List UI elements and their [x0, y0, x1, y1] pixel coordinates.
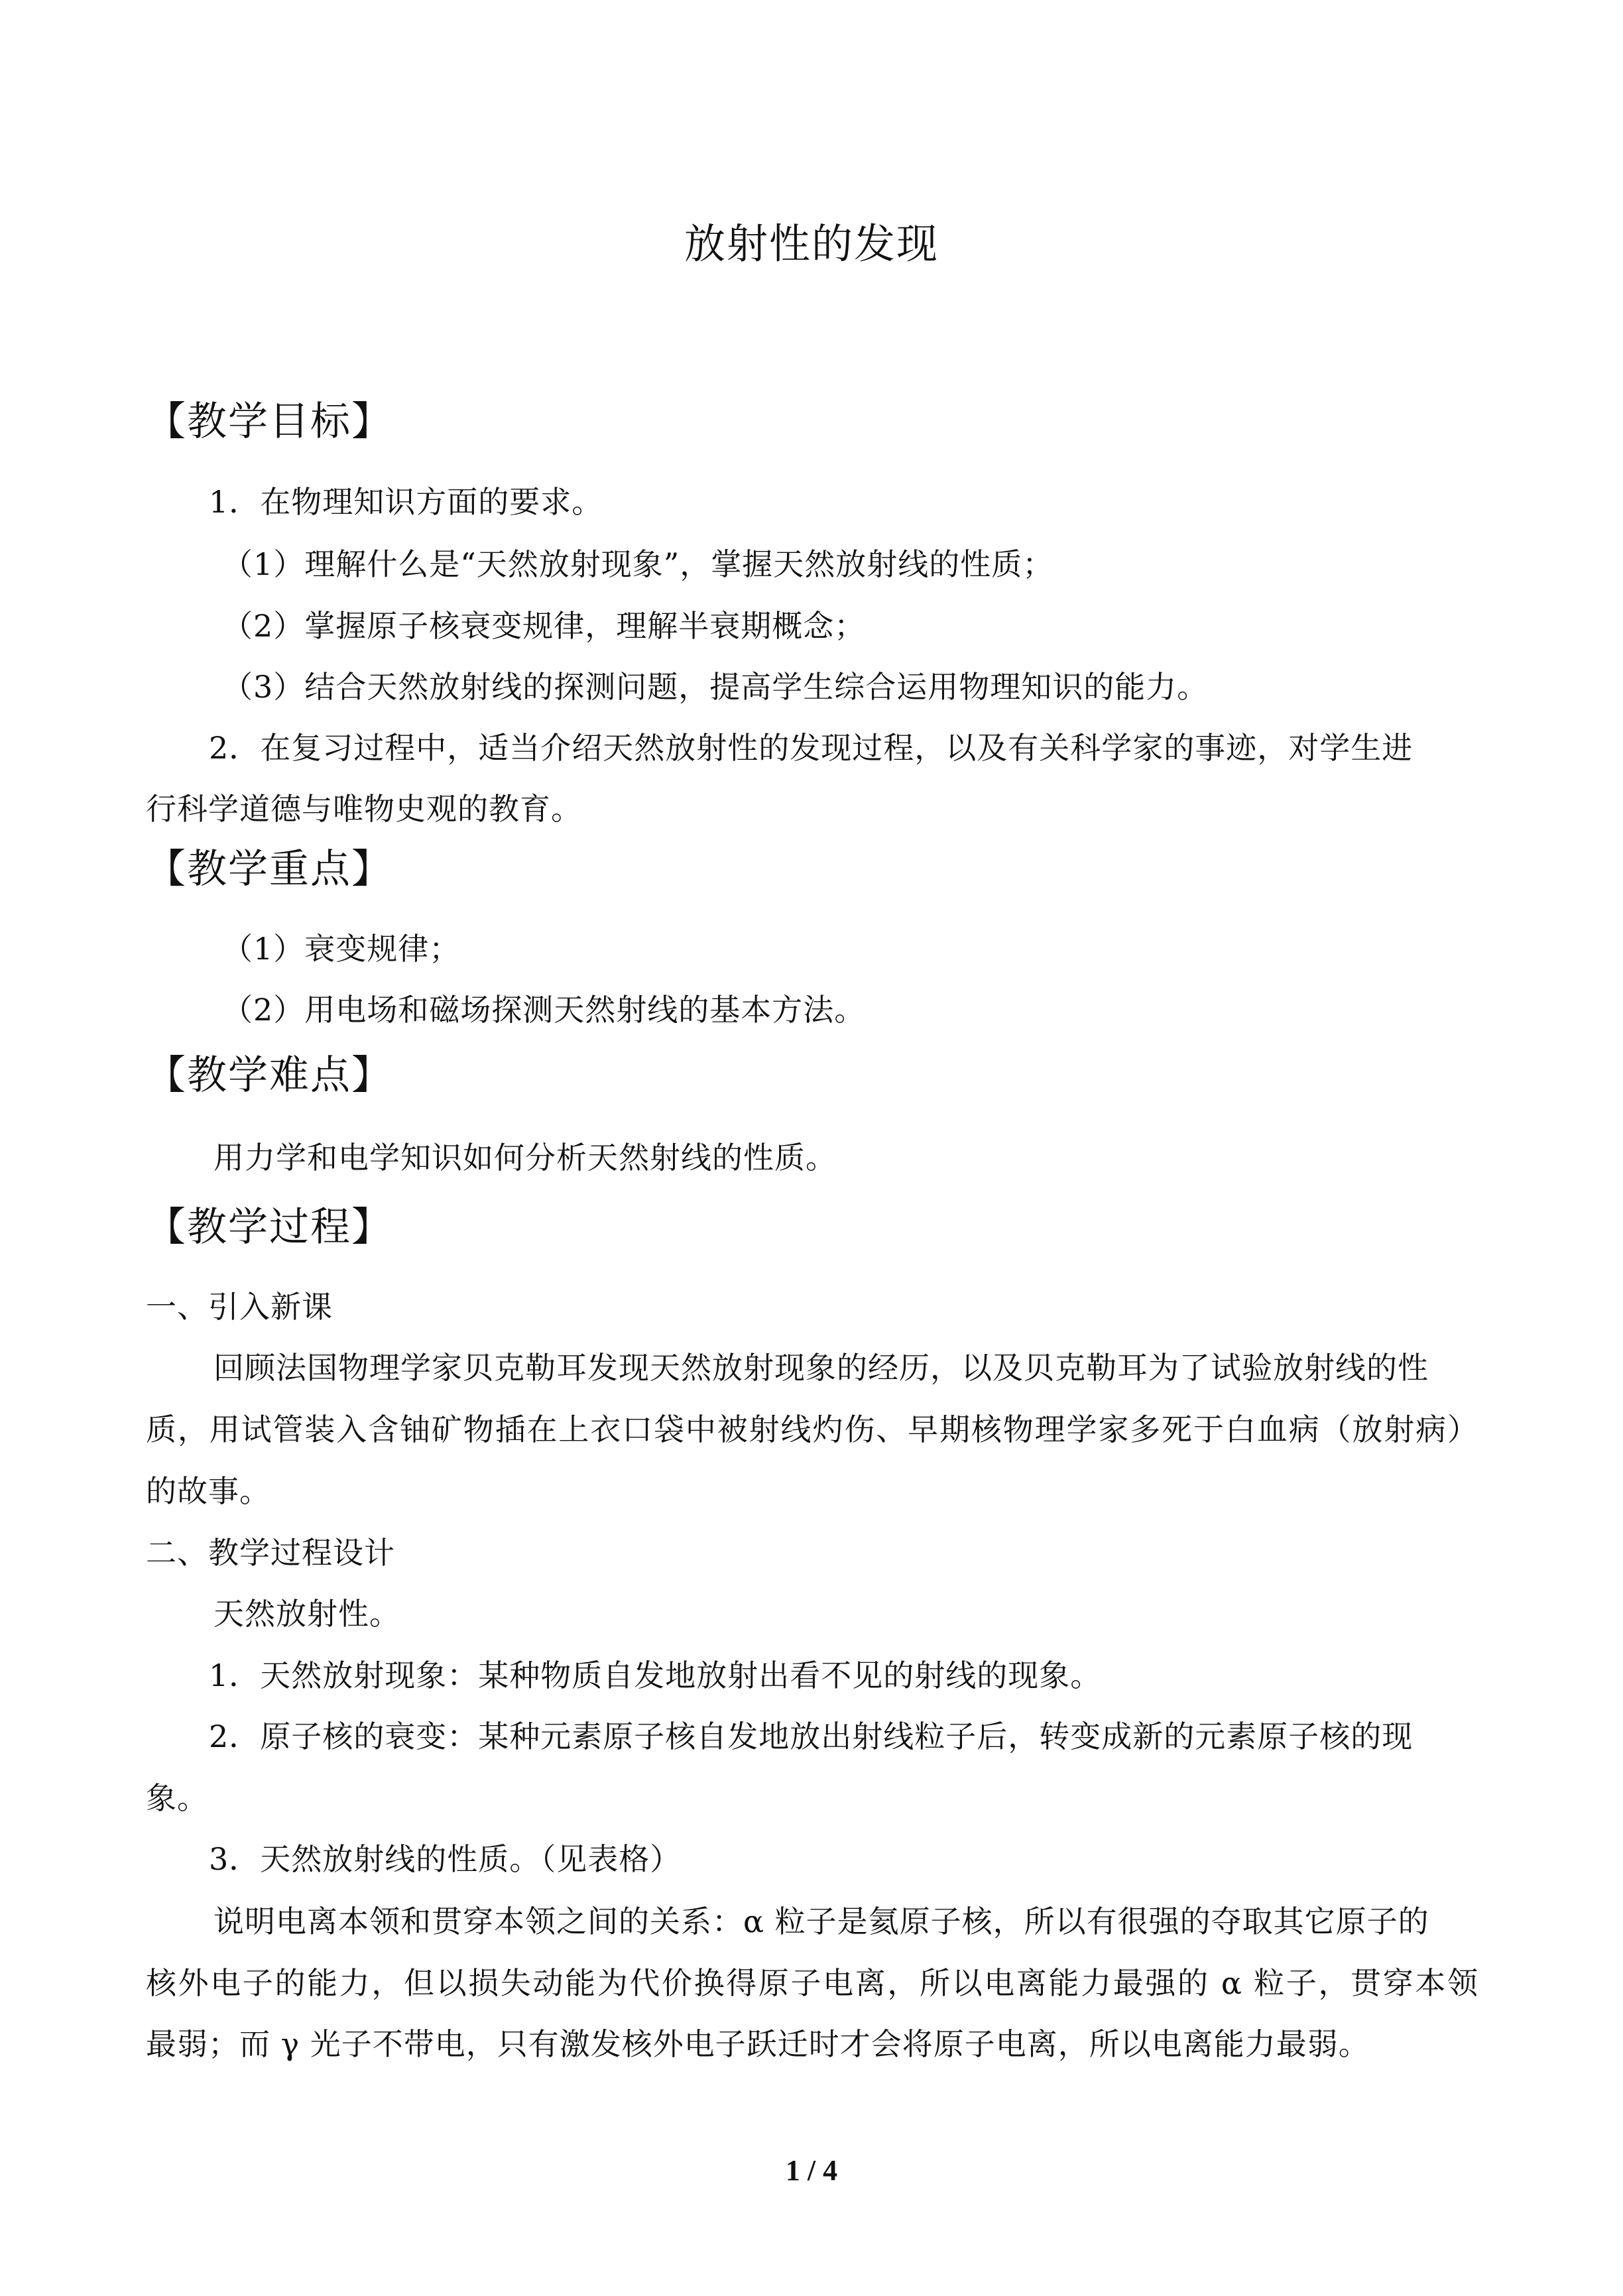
key-points-sub-2: （2）用电场和磁场探测天然射线的基本方法。 — [222, 992, 866, 1028]
objectives-heading: 【教学目标】 — [146, 398, 392, 445]
explain-line-2: 核外电子的能力，但以损失动能为代价换得原子电离，所以电离能力最强的 α 粒子，贯穿本领 — [146, 1965, 1478, 2001]
intro-line-3: 的故事。 — [146, 1473, 270, 1509]
explain-line-1: 说明电离本领和贯穿本领之间的关系：α 粒子是氦原子核，所以有很强的夺取其它原子的 — [213, 1903, 1429, 1939]
objectives-sub-1: （1）理解什么是“天然放射现象”，掌握天然放射线的性质； — [222, 546, 1054, 582]
difficulties-heading: 【教学难点】 — [146, 1052, 392, 1099]
difficulties-text: 用力学和电学知识如何分析天然射线的性质。 — [213, 1140, 837, 1176]
point-3: 3．天然放射线的性质。（见表格） — [209, 1841, 682, 1877]
intro-line-2: 质，用试管装入含铀矿物插在上衣口袋中被射线灼伤、早期核物理学家多死于白血病（放射病） — [146, 1412, 1478, 1447]
process-section-1: 一、引入新课 — [146, 1289, 333, 1325]
page-title: 放射性的发现 — [684, 219, 939, 268]
intro-line-1: 回顾法国物理学家贝克勒耳发现天然放射现象的经历，以及贝克勒耳为了试验放射线的性 — [213, 1350, 1429, 1386]
page-number: 1 / 4 — [785, 2154, 838, 2187]
point-1: 1．天然放射现象：某种物质自发地放射出看不见的射线的现象。 — [209, 1658, 1102, 1693]
objectives-sub-3: （3）结合天然放射线的探测问题，提高学生综合运用物理知识的能力。 — [222, 669, 1209, 705]
explain-line-3: 最弱；而 γ 光子不带电，只有激发核外电子跃迁时才会将原子电离，所以电离能力最弱。 — [146, 2026, 1370, 2062]
objectives-item-2-line-1: 2．在复习过程中，适当介绍天然放射性的发现过程，以及有关科学家的事迹，对学生进 — [209, 730, 1413, 766]
objectives-item-1: 1．在物理知识方面的要求。 — [209, 484, 603, 520]
process-section-2: 二、教学过程设计 — [146, 1535, 395, 1571]
natural-radioactivity: 天然放射性。 — [213, 1596, 400, 1632]
objectives-item-2-line-2: 行科学道德与唯物史观的教育。 — [146, 791, 582, 827]
key-points-heading: 【教学重点】 — [146, 846, 392, 892]
key-points-sub-1: （1）衰变规律； — [222, 931, 461, 967]
objectives-sub-2: （2）掌握原子核衰变规律，理解半衰期概念； — [222, 608, 866, 644]
point-2-line-2: 象。 — [146, 1780, 208, 1816]
process-heading: 【教学过程】 — [146, 1204, 392, 1250]
point-2-line-1: 2．原子核的衰变：某种元素原子核自发地放出射线粒子后，转变成新的元素原子核的现 — [209, 1719, 1413, 1754]
